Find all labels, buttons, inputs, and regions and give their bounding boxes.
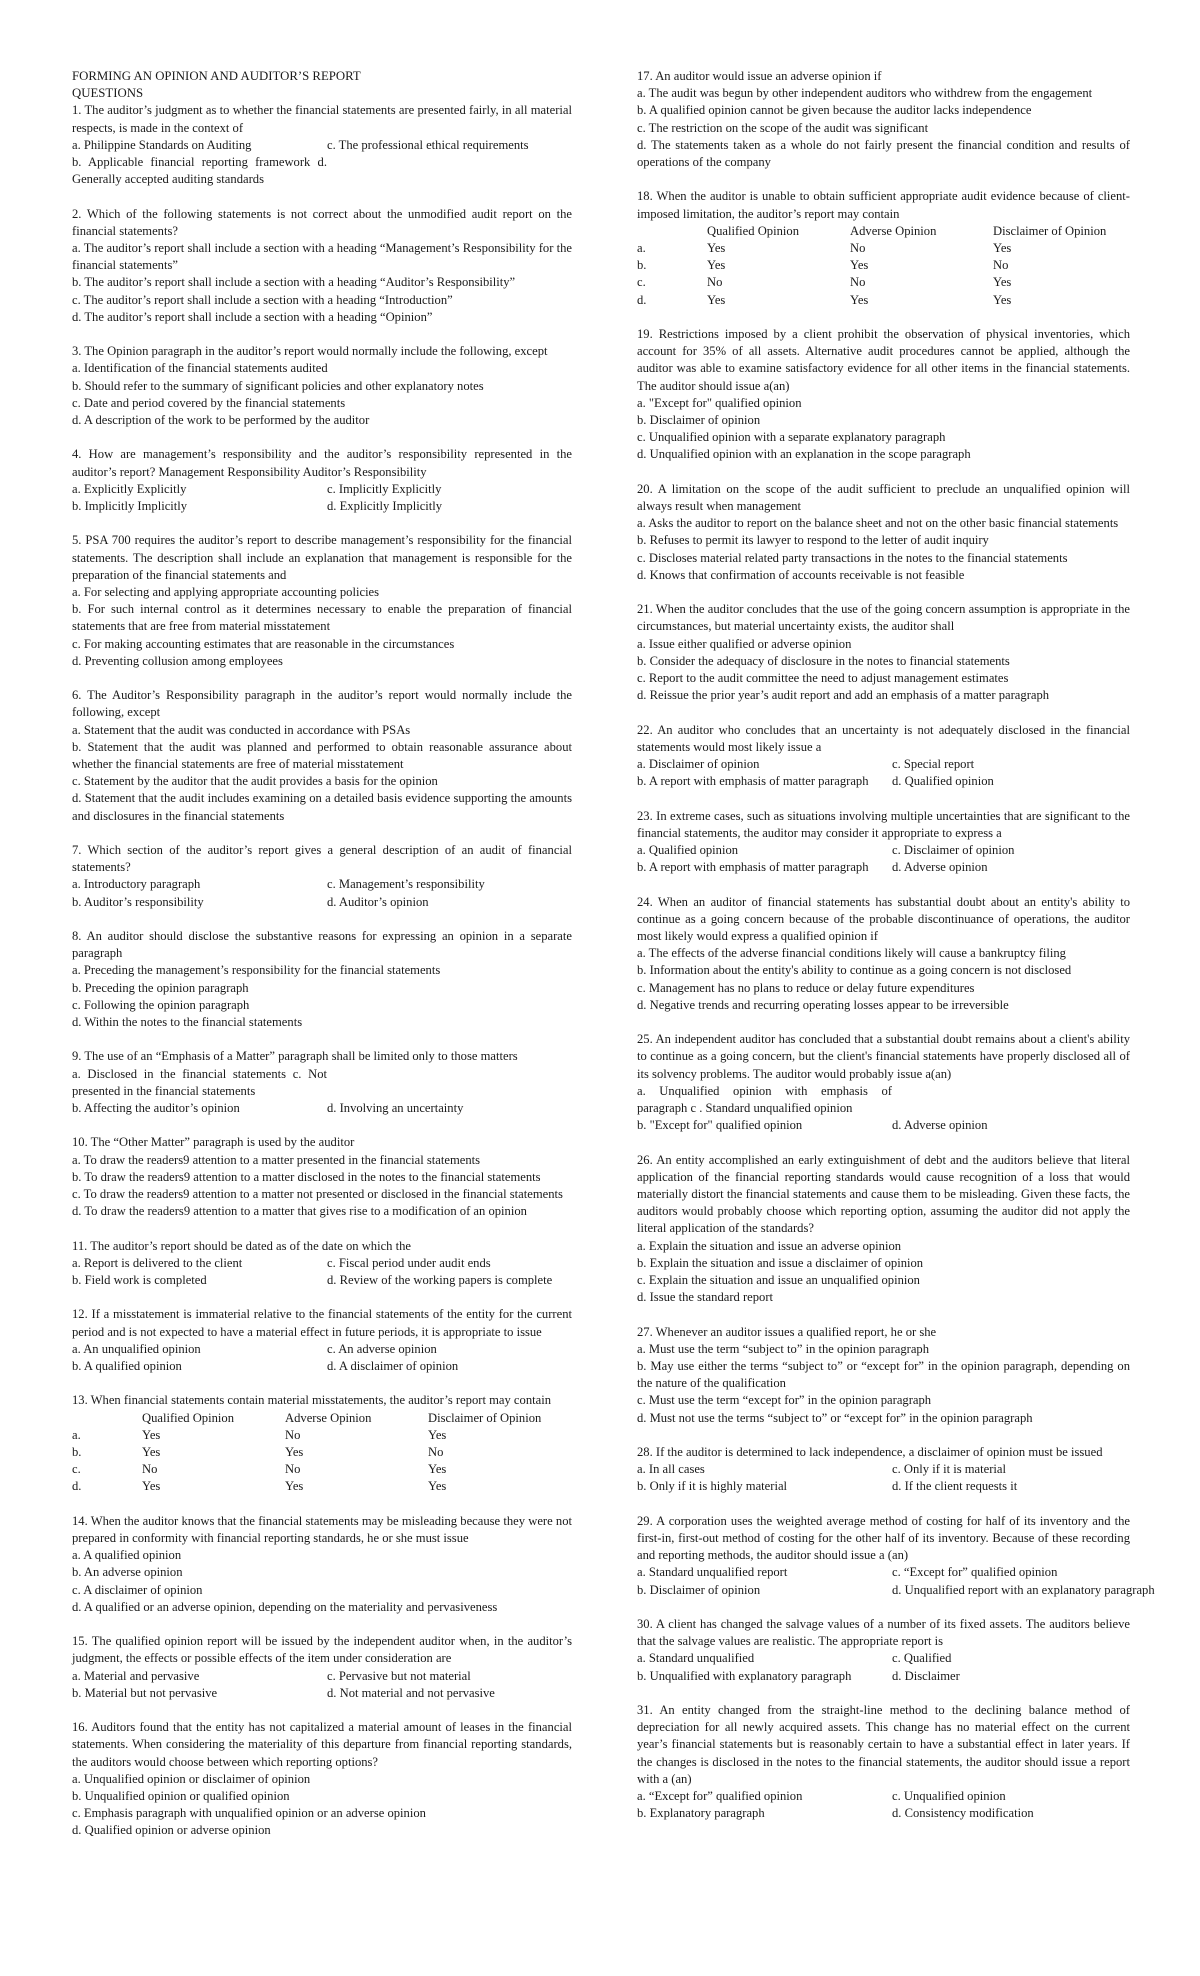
answer-option: c. Discloses material related party transactions in the notes to the financial statements xyxy=(637,550,1068,565)
question-text: 21. When the auditor concludes that the use of the going concern assumption is appropriate in the circumstances, but material uncertainty exists, the auditor shall xyxy=(637,602,1130,634)
answer-option: b. Consider the adequacy of disclosure in the notes to financial statements xyxy=(637,653,1010,668)
answer-option: d. A qualified or an adverse opinion, depending on the materiality and pervasiveness xyxy=(72,1599,498,1614)
answer-table-cell: Yes xyxy=(993,275,1012,290)
answer-option: b. Preceding the opinion paragraph xyxy=(72,980,249,995)
answer-option-row xyxy=(72,876,572,893)
answer-option-row xyxy=(72,498,572,515)
question-17 xyxy=(637,68,1130,171)
answer-option: d. Adverse opinion xyxy=(892,860,988,875)
question-26 xyxy=(637,1152,1130,1307)
answer-table-cell: No xyxy=(428,1445,444,1460)
answer-option: c. Management has no plans to reduce or delay future expenditures xyxy=(637,980,975,995)
answer-option: d. Statement that the audit includes examining on a detailed basis evidence supporting the amounts and disclosures in the financial statements xyxy=(72,791,572,823)
answer-option: a. Must use the term “subject to” in the opinion paragraph xyxy=(637,1341,930,1356)
answer-table-cell: c. xyxy=(72,1462,81,1477)
answer-option-row xyxy=(637,842,1130,859)
question-5 xyxy=(72,532,572,670)
answer-option: c. Implicitly Explicitly xyxy=(327,481,442,496)
answer-option: b. Unqualified opinion or qualified opinion xyxy=(72,1789,290,1804)
answer-option: d. Within the notes to the financial statements xyxy=(72,1015,303,1030)
answer-option: a. Unqualified opinion or disclaimer of opinion xyxy=(72,1771,311,1786)
answer-option: b. Statement that the audit was planned and performed to obtain reasonable assurance about whether the financial statements are free of material misstatement xyxy=(72,739,572,772)
answer-option: a. Philippine Standards on Auditing xyxy=(72,137,252,152)
answer-table-cell: No xyxy=(993,258,1009,273)
answer-option: d. Qualified opinion xyxy=(892,774,994,789)
answer-table-heading: Qualified Opinion xyxy=(142,1410,234,1425)
answer-table-cell: a. xyxy=(637,241,646,256)
answer-table-cell: d. xyxy=(637,292,647,307)
answer-option: a. "Except for" qualified opinion xyxy=(637,395,802,410)
question-2 xyxy=(72,206,572,326)
answer-option-row xyxy=(72,481,572,498)
answer-option: a. Explicitly Explicitly xyxy=(72,481,187,496)
answer-option-row xyxy=(637,1117,1130,1134)
answer-option-row xyxy=(72,1341,572,1358)
question-text: 8. An auditor should disclose the substantive reasons for expressing an opinion in a separate paragraph xyxy=(72,929,572,961)
answer-table-cell: Yes xyxy=(428,1427,447,1442)
answer-option-row xyxy=(637,756,1130,773)
answer-option: b. Auditor’s responsibility xyxy=(72,894,204,909)
answer-option: c. Unqualified opinion xyxy=(892,1789,1006,1804)
answer-table-heading: Adverse Opinion xyxy=(285,1410,372,1425)
question-7 xyxy=(72,842,572,911)
answer-option: d. Negative trends and recurring operating losses appear to be irreversible xyxy=(637,997,1009,1012)
question-text: 30. A client has changed the salvage values of a number of its fixed assets. The auditors believe that the salvage values are realistic. The appropriate report is xyxy=(637,1617,1130,1649)
answer-table-heading xyxy=(72,1410,142,1427)
answer-option: a. For selecting and applying appropriate accounting policies xyxy=(72,585,380,600)
answer-option: c. Unqualified opinion with a separate explanatory paragraph xyxy=(637,430,946,445)
answer-option-row xyxy=(637,859,1130,876)
answer-option: a. Report is delivered to the client xyxy=(72,1255,243,1270)
question-6 xyxy=(72,687,572,825)
question-text: 12. If a misstatement is immaterial relative to the financial statements of the entity for the current period and is not expected to have a material effect in future periods, it is appropriate to issue xyxy=(72,1307,572,1339)
answer-option: a. The auditor’s report shall include a section with a heading “Management’s Responsibility for the financial statements” xyxy=(72,241,572,273)
answer-option: b. Explanatory paragraph xyxy=(637,1806,765,1821)
answer-table-cell: Yes xyxy=(707,292,726,307)
answer-option: c. Following the opinion paragraph xyxy=(72,997,250,1012)
document-title: FORMING AN OPINION AND AUDITOR’S REPORT xyxy=(72,69,361,83)
answer-option: a. Disclaimer of opinion xyxy=(637,757,760,772)
question-1 xyxy=(72,102,572,188)
answer-option: d. Explicitly Implicitly xyxy=(327,499,443,514)
answer-table-cell: c. xyxy=(637,275,646,290)
answer-table-cell: No xyxy=(285,1462,301,1477)
answer-option: d. To draw the readers9 attention to a matter that gives rise to a modification of an opinion xyxy=(72,1204,527,1219)
answer-table-cell: No xyxy=(850,241,866,256)
answer-table-row xyxy=(72,1461,572,1478)
question-23 xyxy=(637,808,1130,877)
question-text: 20. A limitation on the scope of the audit sufficient to preclude an unqualified opinion will always result when management xyxy=(637,481,1130,514)
answer-option: c. The professional ethical requirements xyxy=(327,137,529,152)
answer-option: d. Qualified opinion or adverse opinion xyxy=(72,1823,271,1838)
answer-option: c. For making accounting estimates that are reasonable in the circumstances xyxy=(72,636,455,651)
answer-option: b. A qualified opinion cannot be given because the auditor lacks independence xyxy=(637,103,1032,118)
answer-option: b. "Except for" qualified opinion xyxy=(637,1118,803,1133)
right-column xyxy=(637,68,1155,1840)
answer-option: a. Explain the situation and issue an adverse opinion xyxy=(637,1238,902,1253)
answer-option: b. An adverse opinion xyxy=(72,1565,183,1580)
answer-option: a. Identification of the financial statements audited xyxy=(72,361,328,376)
answer-option: d. Preventing collusion among employees xyxy=(72,653,283,668)
question-text: 11. The auditor’s report should be dated as of the date on which the xyxy=(72,1238,412,1253)
question-text: 13. When financial statements contain material misstatements, the auditor’s report may contain xyxy=(72,1393,552,1408)
question-14 xyxy=(72,1513,572,1616)
answer-option: d. Issue the standard report xyxy=(637,1290,774,1305)
answer-option: c. To draw the readers9 attention to a matter not presented or disclosed in the financial statements xyxy=(72,1187,563,1202)
question-text: 17. An auditor would issue an adverse opinion if xyxy=(637,69,882,83)
answer-table-cell: Yes xyxy=(428,1462,447,1477)
answer-option: a. A qualified opinion xyxy=(72,1548,182,1563)
answer-option: a. Material and pervasive xyxy=(72,1668,200,1683)
question-29 xyxy=(637,1513,1155,1599)
answer-option: d. Adverse opinion xyxy=(892,1118,988,1133)
question-9 xyxy=(72,1048,572,1117)
answer-option: c. Statement by the auditor that the audit provides a basis for the opinion xyxy=(72,774,438,789)
answer-option: d. Involving an uncertainty xyxy=(327,1101,464,1116)
answer-option: b. Material but not pervasive xyxy=(72,1685,218,1700)
answer-option: d. Not material and not pervasive xyxy=(327,1685,495,1700)
question-16 xyxy=(72,1719,572,1839)
answer-table-cell: Yes xyxy=(993,241,1012,256)
answer-table-cell: Yes xyxy=(993,292,1012,307)
question-text: 5. PSA 700 requires the auditor’s report to describe management’s responsibility for the financial statements. The description shall include an explanation that management is responsible for the preparation of the financial statements and xyxy=(72,533,572,582)
answer-table-row xyxy=(637,274,1130,291)
question-text: 7. Which section of the auditor’s report gives a general description of an audit of financial statements? xyxy=(72,843,572,875)
answer-table-cell: d. xyxy=(72,1479,82,1494)
answer-table-cell: No xyxy=(850,275,866,290)
answer-option: c. A disclaimer of opinion xyxy=(72,1582,203,1597)
answer-option: a. Statement that the audit was conducted in accordance with PSAs xyxy=(72,722,411,737)
document-subtitle: QUESTIONS xyxy=(72,86,144,101)
question-text: 23. In extreme cases, such as situations involving multiple uncertainties that are significant to the financial statements, the auditor may consider it appropriate to express a xyxy=(637,808,1130,840)
answer-option: b. A report with emphasis of matter paragraph xyxy=(637,860,869,875)
answer-option-row xyxy=(72,1685,572,1702)
question-30 xyxy=(637,1616,1130,1685)
answer-option: a. Qualified opinion xyxy=(637,843,739,858)
answer-option: c. Only if it is material xyxy=(892,1462,1007,1477)
answer-table-cell: Yes xyxy=(707,258,726,273)
answer-table-row xyxy=(637,292,1130,309)
question-text: 25. An independent auditor has concluded that a substantial doubt remains about a client's ability to continue as a going concern, but the client's financial statements have properly disclosed all of its solvency problems. The auditor would probably issue a(an) xyxy=(637,1032,1130,1081)
question-25 xyxy=(637,1031,1130,1134)
answer-option: d. Auditor’s opinion xyxy=(327,894,429,909)
answer-option-row xyxy=(72,894,572,911)
answer-table-cell: Yes xyxy=(850,292,869,307)
question-12 xyxy=(72,1306,572,1375)
question-text: 26. An entity accomplished an early extinguishment of debt and the auditors believe that literal application of the financial reporting standards would cause recognition of a loss that would materially distort the financial statements and cause them to be misleading. Given these facts, the auditors would probably choose which reporting option, assuming the auditor did not apply the literal application of the standards? xyxy=(637,1152,1130,1236)
answer-table-heading: Qualified Opinion xyxy=(707,223,799,238)
answer-option: d. A description of the work to be performed by the auditor xyxy=(72,413,370,428)
answer-table-heading: Disclaimer of Opinion xyxy=(428,1410,542,1425)
answer-table-cell: Yes xyxy=(142,1479,161,1494)
answer-option-row xyxy=(637,1564,1130,1581)
answer-table-row xyxy=(72,1427,572,1444)
answer-option-row xyxy=(72,1255,572,1272)
answer-table xyxy=(72,1410,572,1496)
right-question-list xyxy=(637,68,1155,1823)
answer-table-cell: b. xyxy=(637,258,647,273)
answer-option: d. Disclaimer xyxy=(892,1668,960,1683)
answer-option: c. Emphasis paragraph with unqualified opinion or an adverse opinion xyxy=(72,1806,426,1821)
answer-option-row xyxy=(72,1358,572,1375)
answer-option: b. May use either the terms “subject to” or “except for” in the opinion paragraph, depending on the nature of the qualification xyxy=(637,1359,1130,1391)
answer-option: d. A disclaimer of opinion xyxy=(327,1359,459,1374)
answer-option: c. Disclaimer of opinion xyxy=(892,843,1015,858)
answer-option: b. To draw the readers9 attention to a matter disclosed in the notes to the financial statements xyxy=(72,1169,541,1184)
answer-option: b. Explain the situation and issue a disclaimer of opinion xyxy=(637,1255,924,1270)
answer-option: d. Review of the working papers is complete xyxy=(327,1273,553,1288)
answer-table-row xyxy=(72,1444,572,1461)
answer-option-row xyxy=(637,773,1130,790)
answer-option-row xyxy=(72,1100,572,1117)
answer-table-row xyxy=(637,240,1130,257)
question-8 xyxy=(72,928,572,1031)
answer-table-row xyxy=(637,257,1130,274)
question-13 xyxy=(72,1392,572,1495)
question-11 xyxy=(72,1238,572,1290)
answer-option: b. Disclaimer of opinion xyxy=(637,1582,761,1597)
question-text: 29. A corporation uses the weighted average method of costing for half of its inventory and the first-in, first-out method of costing for the other half of its inventory. Because of these recording and reporting methods, the auditor should issue a (an) xyxy=(637,1513,1130,1563)
answer-option: b. Implicitly Implicitly xyxy=(72,499,188,514)
question-text: 1. The auditor’s judgment as to whether the financial statements are presented fairly, in all material respects, is made in the context of xyxy=(72,103,572,135)
left-column xyxy=(72,68,572,1857)
question-text: 18. When the auditor is unable to obtain sufficient appropriate audit evidence because of client-imposed limitation, the auditor’s report may contain xyxy=(637,189,1130,221)
answer-option-row xyxy=(637,1582,1155,1599)
answer-table-cell: No xyxy=(707,275,723,290)
answer-option: a. Unqualified opinion with emphasis of paragraph c . Standard unqualified opinion xyxy=(637,1083,892,1116)
answer-option: d. Unqualified report with an explanatory paragraph xyxy=(892,1582,1155,1597)
answer-option: a. Disclosed in the financial statements c. Not presented in the financial statements xyxy=(72,1066,327,1098)
answer-option: b. A report with emphasis of matter paragraph xyxy=(637,774,869,789)
answer-table-header xyxy=(72,1410,572,1427)
answer-option: a. “Except for” qualified opinion xyxy=(637,1789,803,1804)
question-24 xyxy=(637,894,1130,1014)
answer-option: b. The auditor’s report shall include a section with a heading “Auditor’s Responsibility” xyxy=(72,275,516,290)
answer-option-row xyxy=(637,1805,1130,1822)
answer-option: b. Only if it is highly material xyxy=(637,1479,788,1494)
answer-table-cell: Yes xyxy=(707,241,726,256)
answer-option: d. Must not use the terms “subject to” or “except for” in the opinion paragraph xyxy=(637,1410,1033,1425)
answer-table-cell: No xyxy=(142,1462,158,1477)
answer-option: b. For such internal control as it determines necessary to enable the preparation of financial statements that are free from material misstatement xyxy=(72,602,572,634)
answer-option: a. The audit was begun by other independent auditors who withdrew from the engagement xyxy=(637,86,1093,101)
answer-option: a. An unqualified opinion xyxy=(72,1341,201,1356)
answer-option-row xyxy=(637,1083,1130,1117)
answer-option: b. Applicable financial reporting framework d. Generally accepted auditing standards xyxy=(72,155,327,187)
answer-table-header xyxy=(637,223,1130,240)
answer-table-cell: Yes xyxy=(142,1427,161,1442)
question-4 xyxy=(72,446,572,515)
question-31 xyxy=(637,1702,1130,1822)
answer-option: c. The auditor’s report shall include a section with a heading “Introduction” xyxy=(72,292,453,307)
question-text: 2. Which of the following statements is not correct about the unmodified audit report on the financial statements? xyxy=(72,206,572,238)
answer-option-row xyxy=(637,1478,1130,1495)
answer-table-cell: Yes xyxy=(285,1445,304,1460)
answer-option-row xyxy=(637,1650,1130,1667)
answer-option-row xyxy=(637,1788,1130,1805)
answer-option-row xyxy=(72,154,572,188)
question-22 xyxy=(637,722,1130,791)
answer-option: a. In all cases xyxy=(637,1462,705,1477)
question-text: 6. The Auditor’s Responsibility paragraph in the auditor’s report would normally include the following, except xyxy=(72,688,572,720)
answer-option: d. Reissue the prior year’s audit report and add an emphasis of a matter paragraph xyxy=(637,688,1050,703)
answer-option: b. Field work is completed xyxy=(72,1273,207,1288)
answer-option: c. “Except for” qualified opinion xyxy=(892,1565,1058,1580)
answer-table-row xyxy=(72,1478,572,1495)
answer-table-cell: a. xyxy=(72,1427,81,1442)
answer-option: a. The effects of the adverse financial conditions likely will cause a bankruptcy filing xyxy=(637,946,1066,961)
answer-option: d. The auditor’s report shall include a section with a heading “Opinion” xyxy=(72,309,433,324)
answer-option: c. Report to the audit committee the need to adjust management estimates xyxy=(637,671,1009,686)
question-18 xyxy=(637,188,1130,308)
question-28 xyxy=(637,1444,1130,1496)
answer-table-cell: Yes xyxy=(285,1479,304,1494)
answer-option: b. Refuses to permit its lawyer to respond to the letter of audit inquiry xyxy=(637,533,989,548)
answer-option: a. Preceding the management’s responsibility for the financial statements xyxy=(72,963,441,978)
answer-option: b. A qualified opinion xyxy=(72,1359,182,1374)
answer-option: c. Must use the term “except for” in the opinion paragraph xyxy=(637,1393,932,1408)
question-text: 19. Restrictions imposed by a client prohibit the observation of physical inventories, which account for 35% of all assets. Alternative audit procedures cannot be applied, although the auditor was able to examine satisfactory evidence for all other items in the financial statements. The auditor should issue a(an) xyxy=(637,327,1130,393)
question-text: 27. Whenever an auditor issues a qualified report, he or she xyxy=(637,1324,937,1339)
question-text: 22. An auditor who concludes that an uncertainty is not adequately disclosed in the financial statements would most likely issue a xyxy=(637,722,1130,754)
answer-option: c. The restriction on the scope of the audit was significant xyxy=(637,120,929,135)
answer-option: c. Date and period covered by the financial statements xyxy=(72,395,346,410)
answer-option-row xyxy=(637,1668,1130,1685)
answer-option-row xyxy=(72,137,572,154)
answer-table-cell: b. xyxy=(72,1445,82,1460)
answer-option: c. Explain the situation and issue an unqualified opinion xyxy=(637,1273,920,1288)
question-text: 14. When the auditor knows that the financial statements may be misleading because they were not prepared in conformity with financial reporting standards, he or she must issue xyxy=(72,1513,572,1546)
answer-table-cell: Yes xyxy=(850,258,869,273)
question-text: 16. Auditors found that the entity has not capitalized a material amount of leases in the financial statements. When considering the materiality of this departure from financial reporting standards, the auditors would choose between which reporting options? xyxy=(72,1720,572,1769)
left-question-list xyxy=(72,102,572,1839)
answer-option: c. An adverse opinion xyxy=(327,1341,437,1356)
question-text: 4. How are management’s responsibility and the auditor’s responsibility represented in the auditor’s report? Management Responsibility Auditor’s Responsibility xyxy=(72,447,572,479)
answer-option: d. Knows that confirmation of accounts receivable is not feasible xyxy=(637,567,965,582)
answer-table xyxy=(637,223,1130,309)
answer-option: a. Standard unqualified report xyxy=(637,1565,788,1580)
answer-table-cell: No xyxy=(285,1427,301,1442)
question-text: 10. The “Other Matter” paragraph is used by the auditor xyxy=(72,1135,355,1150)
answer-option: c. Pervasive but not material xyxy=(327,1668,471,1683)
question-text: 24. When an auditor of financial statements has substantial doubt about an entity's ability to continue as a going concern because of the probable discontinuance of operations, the auditor most likely would express a qualified opinion if xyxy=(637,894,1130,944)
answer-option: b. Should refer to the summary of significant policies and other explanatory notes xyxy=(72,378,484,393)
answer-table-cell: Yes xyxy=(142,1445,161,1460)
answer-option: b. Unqualified with explanatory paragraph xyxy=(637,1668,852,1683)
question-text: 9. The use of an “Emphasis of a Matter” paragraph shall be limited only to those matters xyxy=(72,1049,518,1064)
question-15 xyxy=(72,1633,572,1702)
question-21 xyxy=(637,601,1130,704)
answer-option-row xyxy=(72,1066,572,1100)
answer-option: c. Qualified xyxy=(892,1651,952,1666)
answer-option: b. Affecting the auditor’s opinion xyxy=(72,1101,240,1116)
answer-option: d. If the client requests it xyxy=(892,1479,1018,1494)
answer-option-row xyxy=(72,1272,572,1289)
answer-table-heading xyxy=(637,223,707,240)
question-3 xyxy=(72,343,572,429)
answer-option-row xyxy=(72,1668,572,1685)
question-27 xyxy=(637,1324,1130,1427)
answer-option: a. Introductory paragraph xyxy=(72,877,201,892)
answer-option: c. Fiscal period under audit ends xyxy=(327,1255,491,1270)
question-10 xyxy=(72,1134,572,1220)
answer-option: c. Special report xyxy=(892,757,975,772)
question-text: 3. The Opinion paragraph in the auditor’s report would normally include the following, except xyxy=(72,344,548,359)
question-text: 31. An entity changed from the straight-line method to the declining balance method of depreciation for all newly acquired assets. This change has no material effect on the current year’s financial statements but is reasonably certain to have a substantial effect in later years. If the changes is disclosed in the notes to the financial statements, the auditor should issue a report with a (an) xyxy=(637,1703,1130,1786)
answer-option: c. Management’s responsibility xyxy=(327,877,485,892)
answer-option: d. Consistency modification xyxy=(892,1806,1034,1821)
answer-option: b. Information about the entity's ability to continue as a going concern is not disclosed xyxy=(637,963,1072,978)
answer-option: a. Asks the auditor to report on the balance sheet and not on the other basic financial statements xyxy=(637,516,1119,531)
answer-table-cell: Yes xyxy=(428,1479,447,1494)
question-text: 15. The qualified opinion report will be issued by the independent auditor when, in the auditor’s judgment, the effects or possible effects of the item under consideration are xyxy=(72,1634,572,1666)
answer-table-heading: Disclaimer of Opinion xyxy=(993,223,1107,238)
answer-option: d. The statements taken as a whole do not fairly present the financial condition and results of operations of the company xyxy=(637,137,1130,170)
question-20 xyxy=(637,481,1130,584)
answer-option-row xyxy=(637,1461,1130,1478)
question-text: 28. If the auditor is determined to lack independence, a disclaimer of opinion must be issued xyxy=(637,1445,1103,1460)
answer-option: b. Disclaimer of opinion xyxy=(637,413,761,428)
answer-option: a. Issue either qualified or adverse opinion xyxy=(637,636,852,651)
answer-table-heading: Adverse Opinion xyxy=(850,223,937,238)
answer-option: a. Standard unqualified xyxy=(637,1651,755,1666)
question-19 xyxy=(637,326,1130,464)
answer-option: a. To draw the readers9 attention to a matter presented in the financial statements xyxy=(72,1152,481,1167)
answer-option: d. Unqualified opinion with an explanation in the scope paragraph xyxy=(637,447,971,462)
